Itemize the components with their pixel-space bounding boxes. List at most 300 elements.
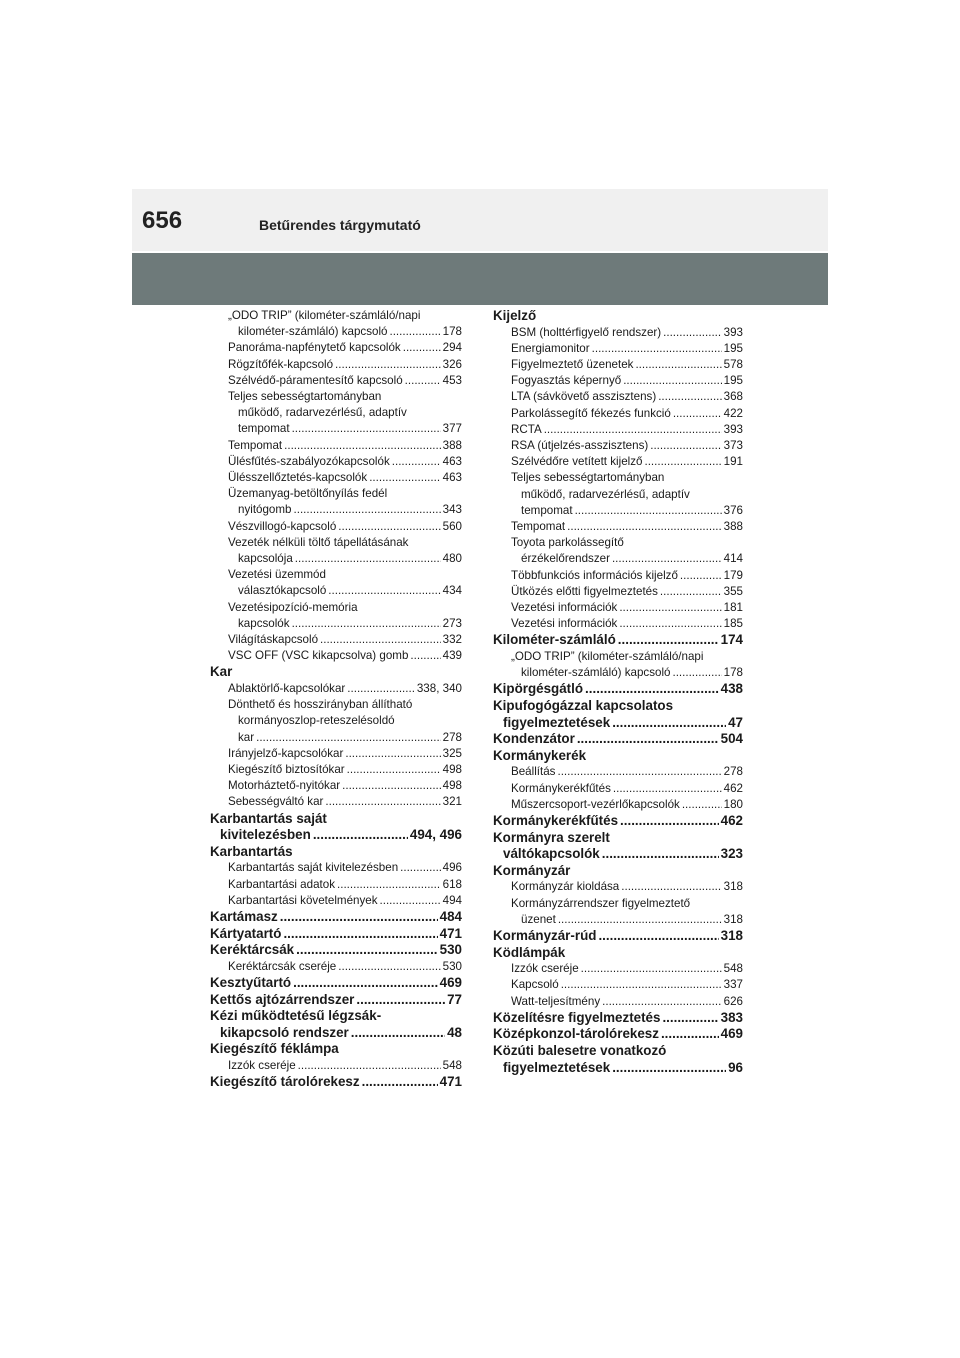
entry-term: Karbantartás — [210, 843, 293, 859]
entry-term: Kipörgésgátló — [493, 681, 584, 697]
entry-term: Ködlámpák — [493, 944, 566, 960]
entry-term: Középkonzol-tárolórekesz — [493, 1026, 659, 1042]
entry-term: Vezetésipozíció-memória — [228, 600, 358, 614]
index-entry — [493, 681, 743, 698]
page-reference: 414 — [723, 552, 743, 566]
page-reference: 530 — [439, 942, 462, 958]
entry-term: Kormányzár kioldása — [511, 880, 620, 894]
entry-term: Kormányzár — [493, 862, 571, 878]
dot-leader — [347, 762, 441, 778]
index-subentry — [493, 994, 743, 1010]
entry-term: Kiegészítő féklámpa — [210, 1041, 339, 1057]
index-entry — [493, 813, 743, 830]
dot-leader — [345, 746, 440, 762]
entry-term: Figyelmeztető üzenetek — [511, 358, 634, 371]
dot-leader — [557, 764, 721, 780]
entry-term: Panoráma-napfénytető kapcsolók — [228, 341, 401, 355]
entry-term: LTA (sávkövető asszisztens) — [511, 390, 657, 404]
entry-term: Energiamonitor — [511, 341, 590, 355]
entry-term: Karbantartási adatok — [228, 877, 335, 891]
page-reference: 355 — [723, 584, 743, 598]
dot-leader — [389, 324, 440, 340]
index-entry — [210, 926, 462, 943]
entry-term: figyelmeztetések — [503, 1059, 611, 1075]
dot-leader — [592, 341, 722, 357]
dot-leader — [347, 681, 415, 697]
dot-leader — [380, 893, 441, 909]
dot-leader — [392, 454, 441, 470]
index-subentry — [493, 896, 743, 928]
entry-term: Kormánykerékfűtés — [493, 813, 619, 829]
entry-term: Vezetési információk — [511, 617, 618, 631]
index-subentry — [493, 600, 743, 616]
dot-leader — [313, 827, 408, 844]
index-subentry — [210, 959, 462, 975]
entry-term: tempomat — [521, 503, 573, 517]
index-entry — [210, 1008, 462, 1041]
entry-term: Kettős ajtózárrendszer — [210, 991, 355, 1007]
index-entry — [493, 863, 743, 880]
entry-term: kapcsolója — [238, 552, 293, 566]
index-subentry — [493, 470, 743, 519]
dot-leader — [602, 994, 722, 1010]
dot-leader — [369, 470, 440, 486]
entry-term: Kijelző — [493, 308, 537, 323]
dot-leader — [295, 551, 441, 567]
dot-leader — [619, 600, 721, 616]
page-reference: 48 — [447, 1024, 462, 1040]
dot-leader — [621, 879, 721, 895]
dot-leader — [544, 422, 722, 438]
page-reference: 494 — [442, 893, 462, 907]
page-reference: 185 — [723, 617, 743, 631]
entry-term: BSM (holttérfigyelő rendszer) — [511, 325, 662, 339]
index-entry — [210, 975, 462, 992]
dot-leader — [661, 1026, 719, 1043]
entry-term: Vezetési üzemmód — [228, 568, 326, 582]
entry-term: Parkolássegítő fékezés funkció — [511, 406, 671, 420]
index-entry — [210, 1041, 462, 1058]
entry-term: Teljes sebességtartományban — [228, 390, 382, 404]
entry-term: Kormányra szerelt — [493, 829, 610, 845]
entry-term: üzenet — [521, 912, 556, 926]
dot-leader — [351, 1025, 445, 1042]
index-subentry — [493, 764, 743, 780]
dot-leader — [294, 502, 441, 518]
entry-term: kapcsolók — [238, 616, 290, 630]
index-entry — [210, 664, 462, 681]
entry-term: kilométer-számláló) kapcsoló — [521, 666, 671, 680]
dot-leader — [650, 438, 721, 454]
page-reference: 434 — [442, 584, 462, 598]
index-column-left — [210, 308, 462, 1091]
page-reference: 278 — [723, 765, 743, 779]
page-reference: 471 — [439, 925, 462, 941]
index-entry — [493, 698, 743, 731]
index-subentry — [493, 977, 743, 993]
page-reference: 422 — [723, 406, 743, 420]
dot-leader — [362, 1074, 438, 1091]
page-reference: 318 — [723, 912, 743, 926]
page-reference: 548 — [442, 1059, 462, 1073]
dot-leader — [338, 519, 440, 535]
index-subentry — [493, 584, 743, 600]
index-subentry — [210, 357, 462, 373]
entry-term: Kesztyűtartó — [210, 975, 292, 991]
entry-term: Motorháztető-nyitókar — [228, 779, 341, 793]
index-subentry — [493, 535, 743, 567]
page-reference: 438 — [720, 681, 743, 697]
dot-leader — [328, 583, 440, 599]
entry-term: Dönthető és hosszirányban állítható — [228, 698, 413, 712]
entry-term: Teljes sebességtartományban — [511, 471, 665, 485]
page-reference: 462 — [720, 813, 743, 829]
page-header — [132, 189, 828, 305]
dot-leader — [602, 846, 719, 863]
dot-leader — [612, 551, 722, 567]
page-reference: 318 — [723, 880, 743, 894]
index-subentry — [493, 438, 743, 454]
entry-term: Watt-teljesítmény — [511, 994, 601, 1008]
entry-term: kar — [238, 730, 255, 744]
index-entry — [210, 942, 462, 959]
entry-term: működő, radarvezérlésű, adaptív — [521, 487, 690, 501]
entry-term: Tempomat — [228, 438, 283, 452]
entry-term: Toyota parkolássegítő — [511, 536, 624, 550]
entry-term: Közúti balesetre vonatkozó — [493, 1043, 667, 1058]
index-subentry — [493, 389, 743, 405]
index-entry — [210, 909, 462, 926]
page-reference: 462 — [723, 781, 743, 795]
page-reference: 338, 340 — [416, 682, 462, 696]
page-reference: 439 — [442, 649, 462, 663]
dot-leader — [558, 912, 722, 928]
page-reference: 618 — [442, 877, 462, 891]
entry-term: RCTA — [511, 422, 542, 436]
index-subentry — [210, 519, 462, 535]
dot-leader — [680, 568, 722, 584]
page-number: 656 — [142, 207, 183, 234]
index-subentry — [210, 794, 462, 810]
entry-term: Kar — [210, 664, 233, 680]
entry-term: Keréktárcsák — [210, 942, 295, 958]
entry-term: Kormánykerékfűtés — [511, 781, 611, 795]
entry-term: Izzók cseréje — [228, 1059, 296, 1073]
entry-term: „ODO TRIP” (kilométer-számláló/napi — [511, 650, 704, 664]
dot-leader — [635, 357, 721, 373]
dot-leader — [292, 616, 441, 632]
entry-term: Kormánykerék — [493, 747, 587, 763]
page-reference: 388 — [723, 520, 743, 534]
entry-term: váltókapcsolók — [503, 846, 600, 862]
entry-term: Ütközés előtti figyelmeztetés — [511, 584, 658, 598]
page-reference: 195 — [723, 374, 743, 388]
index-subentry — [493, 357, 743, 373]
entry-term: Fogyasztás képernyő — [511, 374, 622, 388]
dot-leader — [335, 357, 441, 373]
entry-term: Szélvédő-páramentesítő kapcsoló — [228, 373, 403, 387]
page-reference: 498 — [442, 763, 462, 777]
index-subentry — [493, 649, 743, 681]
index-subentry — [210, 535, 462, 567]
dot-leader — [567, 519, 722, 535]
page-reference: 318 — [720, 928, 743, 944]
entry-term: Közelítésre figyelmeztetés — [493, 1009, 661, 1025]
entry-term: Sebességváltó kar — [228, 795, 324, 809]
dot-leader — [320, 632, 441, 648]
entry-term: Ülésfűtés-szabályozókapcsolók — [228, 454, 390, 468]
dot-leader — [256, 730, 441, 746]
header-band-dark — [132, 253, 828, 305]
entry-term: Beállítás — [511, 765, 556, 779]
entry-term: Kipufogógázzal kapcsolatos — [493, 698, 674, 714]
index-column-right — [493, 308, 743, 1076]
index-subentry — [210, 746, 462, 762]
page-reference: 179 — [723, 568, 743, 582]
dot-leader — [682, 797, 722, 813]
entry-term: kilométer-számláló) kapcsoló — [238, 325, 388, 339]
page-reference: 278 — [442, 730, 462, 744]
page-reference: 530 — [442, 959, 462, 973]
index-subentry — [493, 568, 743, 584]
index-subentry — [210, 438, 462, 454]
page-reference: 480 — [442, 552, 462, 566]
page-reference: 469 — [439, 975, 462, 991]
dot-leader — [618, 632, 719, 649]
index-subentry — [210, 860, 462, 876]
index-entry — [493, 632, 743, 649]
entry-term: Kiegészítő tárolórekesz — [210, 1074, 360, 1090]
page-reference: 77 — [447, 991, 462, 1007]
page-reference: 383 — [720, 1009, 743, 1025]
dot-leader — [585, 681, 719, 698]
entry-term: kikapcsoló rendszer — [220, 1024, 349, 1040]
dot-leader — [400, 860, 441, 876]
index-subentry — [210, 454, 462, 470]
index-entry — [493, 731, 743, 748]
index-subentry — [493, 961, 743, 977]
dot-leader — [356, 992, 445, 1009]
dot-leader — [338, 959, 440, 975]
page-reference: 626 — [723, 994, 743, 1008]
page-reference: 178 — [723, 666, 743, 680]
index-subentry — [493, 797, 743, 813]
index-subentry — [493, 454, 743, 470]
index-entry — [493, 945, 743, 962]
dot-leader — [280, 909, 438, 926]
dot-leader — [620, 813, 719, 830]
dot-leader — [662, 1010, 718, 1027]
page-reference: 560 — [442, 519, 462, 533]
dot-leader — [598, 928, 718, 945]
page-reference: 321 — [442, 795, 462, 809]
page-reference: 323 — [720, 846, 743, 862]
index-subentry — [210, 389, 462, 438]
index-entry — [493, 1026, 743, 1043]
index-subentry — [210, 1058, 462, 1074]
entry-term: Kapcsoló — [511, 978, 559, 992]
entry-term: Kiegészítő biztosítókar — [228, 763, 345, 777]
index-subentry — [493, 616, 743, 632]
dot-leader — [284, 438, 441, 454]
entry-term: Karbantartás saját kivitelezésben — [228, 861, 399, 875]
dot-leader — [577, 731, 719, 748]
index-entry — [493, 748, 743, 765]
index-entry — [210, 1074, 462, 1091]
entry-term: Vészvillogó-kapcsoló — [228, 519, 337, 533]
page-reference: 332 — [442, 633, 462, 647]
dot-leader — [623, 373, 721, 389]
page-reference: 453 — [442, 373, 462, 387]
entry-term: Ülésszellőztetés-kapcsolók — [228, 471, 368, 485]
entry-term: Karbantartási követelmények — [228, 893, 378, 907]
page-reference: 498 — [442, 779, 462, 793]
entry-term: Világításkapcsoló — [228, 633, 319, 647]
dot-leader — [575, 503, 722, 519]
index-subentry — [210, 877, 462, 893]
entry-term: Rögzítőfék-kapcsoló — [228, 357, 334, 371]
dot-leader — [619, 616, 721, 632]
entry-term: érzékelőrendszer — [521, 552, 610, 566]
entry-term: Többfunkciós információs kijelző — [511, 568, 678, 582]
entry-term: Kézi működtetésű légzsák- — [210, 1008, 382, 1024]
dot-leader — [613, 781, 722, 797]
entry-term: VSC OFF (VSC kikapcsolva) gomb — [228, 649, 409, 663]
dot-leader — [293, 975, 438, 992]
page-reference: 377 — [442, 422, 462, 436]
entry-term: Kormányzár-rúd — [493, 928, 597, 944]
entry-term: Izzók cseréje — [511, 962, 579, 976]
dot-leader — [410, 648, 440, 664]
entry-term: Ablaktörlő-kapcsolókar — [228, 682, 346, 696]
index-subentry — [210, 697, 462, 746]
entry-term: RSA (útjelzés-asszisztens) — [511, 439, 649, 453]
page-reference: 494, 496 — [409, 827, 462, 843]
page-reference: 393 — [723, 325, 743, 339]
index-subentry — [493, 422, 743, 438]
page-reference: 294 — [442, 341, 462, 355]
index-entry — [210, 811, 462, 844]
index-entry — [493, 928, 743, 945]
entry-term: kormányoszlop-reteszelésoldó — [238, 714, 395, 728]
entry-term: Kártyatartó — [210, 925, 282, 941]
entry-term: Keréktárcsák cseréje — [228, 959, 337, 973]
section-title: Betűrendes tárgymutató — [259, 217, 421, 233]
entry-term: Tempomat — [511, 520, 566, 534]
page-reference: 376 — [723, 503, 743, 517]
index-subentry — [210, 486, 462, 518]
index-subentry — [210, 762, 462, 778]
entry-term: Üzemanyag-betöltőnyílás fedél — [228, 487, 388, 501]
index-subentry — [493, 519, 743, 535]
page-reference: 373 — [723, 439, 743, 453]
index-subentry — [493, 406, 743, 422]
index-subentry — [210, 893, 462, 909]
index-entry — [493, 1043, 743, 1076]
dot-leader — [292, 421, 441, 437]
dot-leader — [658, 389, 721, 405]
index-subentry — [493, 325, 743, 341]
index-entry — [493, 308, 743, 325]
page-reference: 496 — [442, 861, 462, 875]
index-subentry — [210, 648, 462, 664]
entry-term: Műszercsoport-vezérlőkapcsolók — [511, 797, 680, 811]
index-subentry — [210, 632, 462, 648]
dot-leader — [283, 926, 437, 943]
index-subentry — [493, 879, 743, 895]
entry-term: figyelmeztetések — [503, 714, 611, 730]
page-reference: 195 — [723, 341, 743, 355]
index-subentry — [210, 470, 462, 486]
index-entry — [493, 830, 743, 863]
dot-leader — [325, 794, 440, 810]
dot-leader — [612, 1060, 726, 1077]
page-reference: 463 — [442, 471, 462, 485]
dot-leader — [405, 373, 441, 389]
page-reference: 326 — [442, 357, 462, 371]
dot-leader — [672, 665, 721, 681]
entry-term: Kormányzárrendszer figyelmeztető — [511, 896, 691, 910]
page-reference: 469 — [720, 1026, 743, 1042]
entry-term: „ODO TRIP” (kilométer-számláló/napi — [228, 309, 421, 322]
page-reference: 180 — [723, 797, 743, 811]
page-reference: 484 — [439, 909, 462, 925]
entry-term: Kilométer-számláló — [493, 632, 616, 648]
page-reference: 504 — [720, 731, 743, 747]
index-subentry — [210, 373, 462, 389]
dot-leader — [561, 977, 722, 993]
dot-leader — [581, 961, 722, 977]
page-reference: 393 — [723, 422, 743, 436]
index-subentry — [210, 681, 462, 697]
page-reference: 471 — [439, 1074, 462, 1090]
page-reference: 178 — [442, 325, 462, 339]
page-reference: 96 — [728, 1059, 743, 1075]
index-entry — [493, 1010, 743, 1027]
index-subentry — [210, 308, 462, 340]
page-reference: 548 — [723, 962, 743, 976]
index-subentry — [493, 341, 743, 357]
entry-term: Kondenzátor — [493, 731, 575, 747]
entry-term: Szélvédőre vetített kijelző — [511, 455, 643, 469]
entry-term: kivitelezésben — [220, 827, 311, 843]
page-reference: 181 — [723, 601, 743, 615]
index-subentry — [210, 340, 462, 356]
dot-leader — [403, 340, 441, 356]
page-reference: 47 — [728, 714, 743, 730]
header-band-light — [132, 189, 828, 251]
page-reference: 325 — [442, 746, 462, 760]
index-subentry — [210, 567, 462, 599]
entry-term: tempomat — [238, 422, 290, 436]
index-subentry — [493, 781, 743, 797]
page-reference: 368 — [723, 390, 743, 404]
page-reference: 191 — [723, 455, 743, 469]
entry-term: Vezeték nélküli töltő tápellátásának — [228, 535, 409, 549]
dot-leader — [673, 406, 722, 422]
page-reference: 578 — [723, 358, 743, 371]
entry-term: Karbantartás saját — [210, 810, 327, 826]
dot-leader — [337, 877, 441, 893]
page-reference: 337 — [723, 978, 743, 992]
dot-leader — [296, 942, 438, 959]
dot-leader — [660, 584, 722, 600]
entry-term: működő, radarvezérlésű, adaptív — [238, 406, 407, 420]
page-reference: 388 — [442, 438, 462, 452]
entry-term: Kartámasz — [210, 909, 278, 925]
dot-leader — [663, 325, 722, 341]
page-reference: 343 — [442, 503, 462, 517]
